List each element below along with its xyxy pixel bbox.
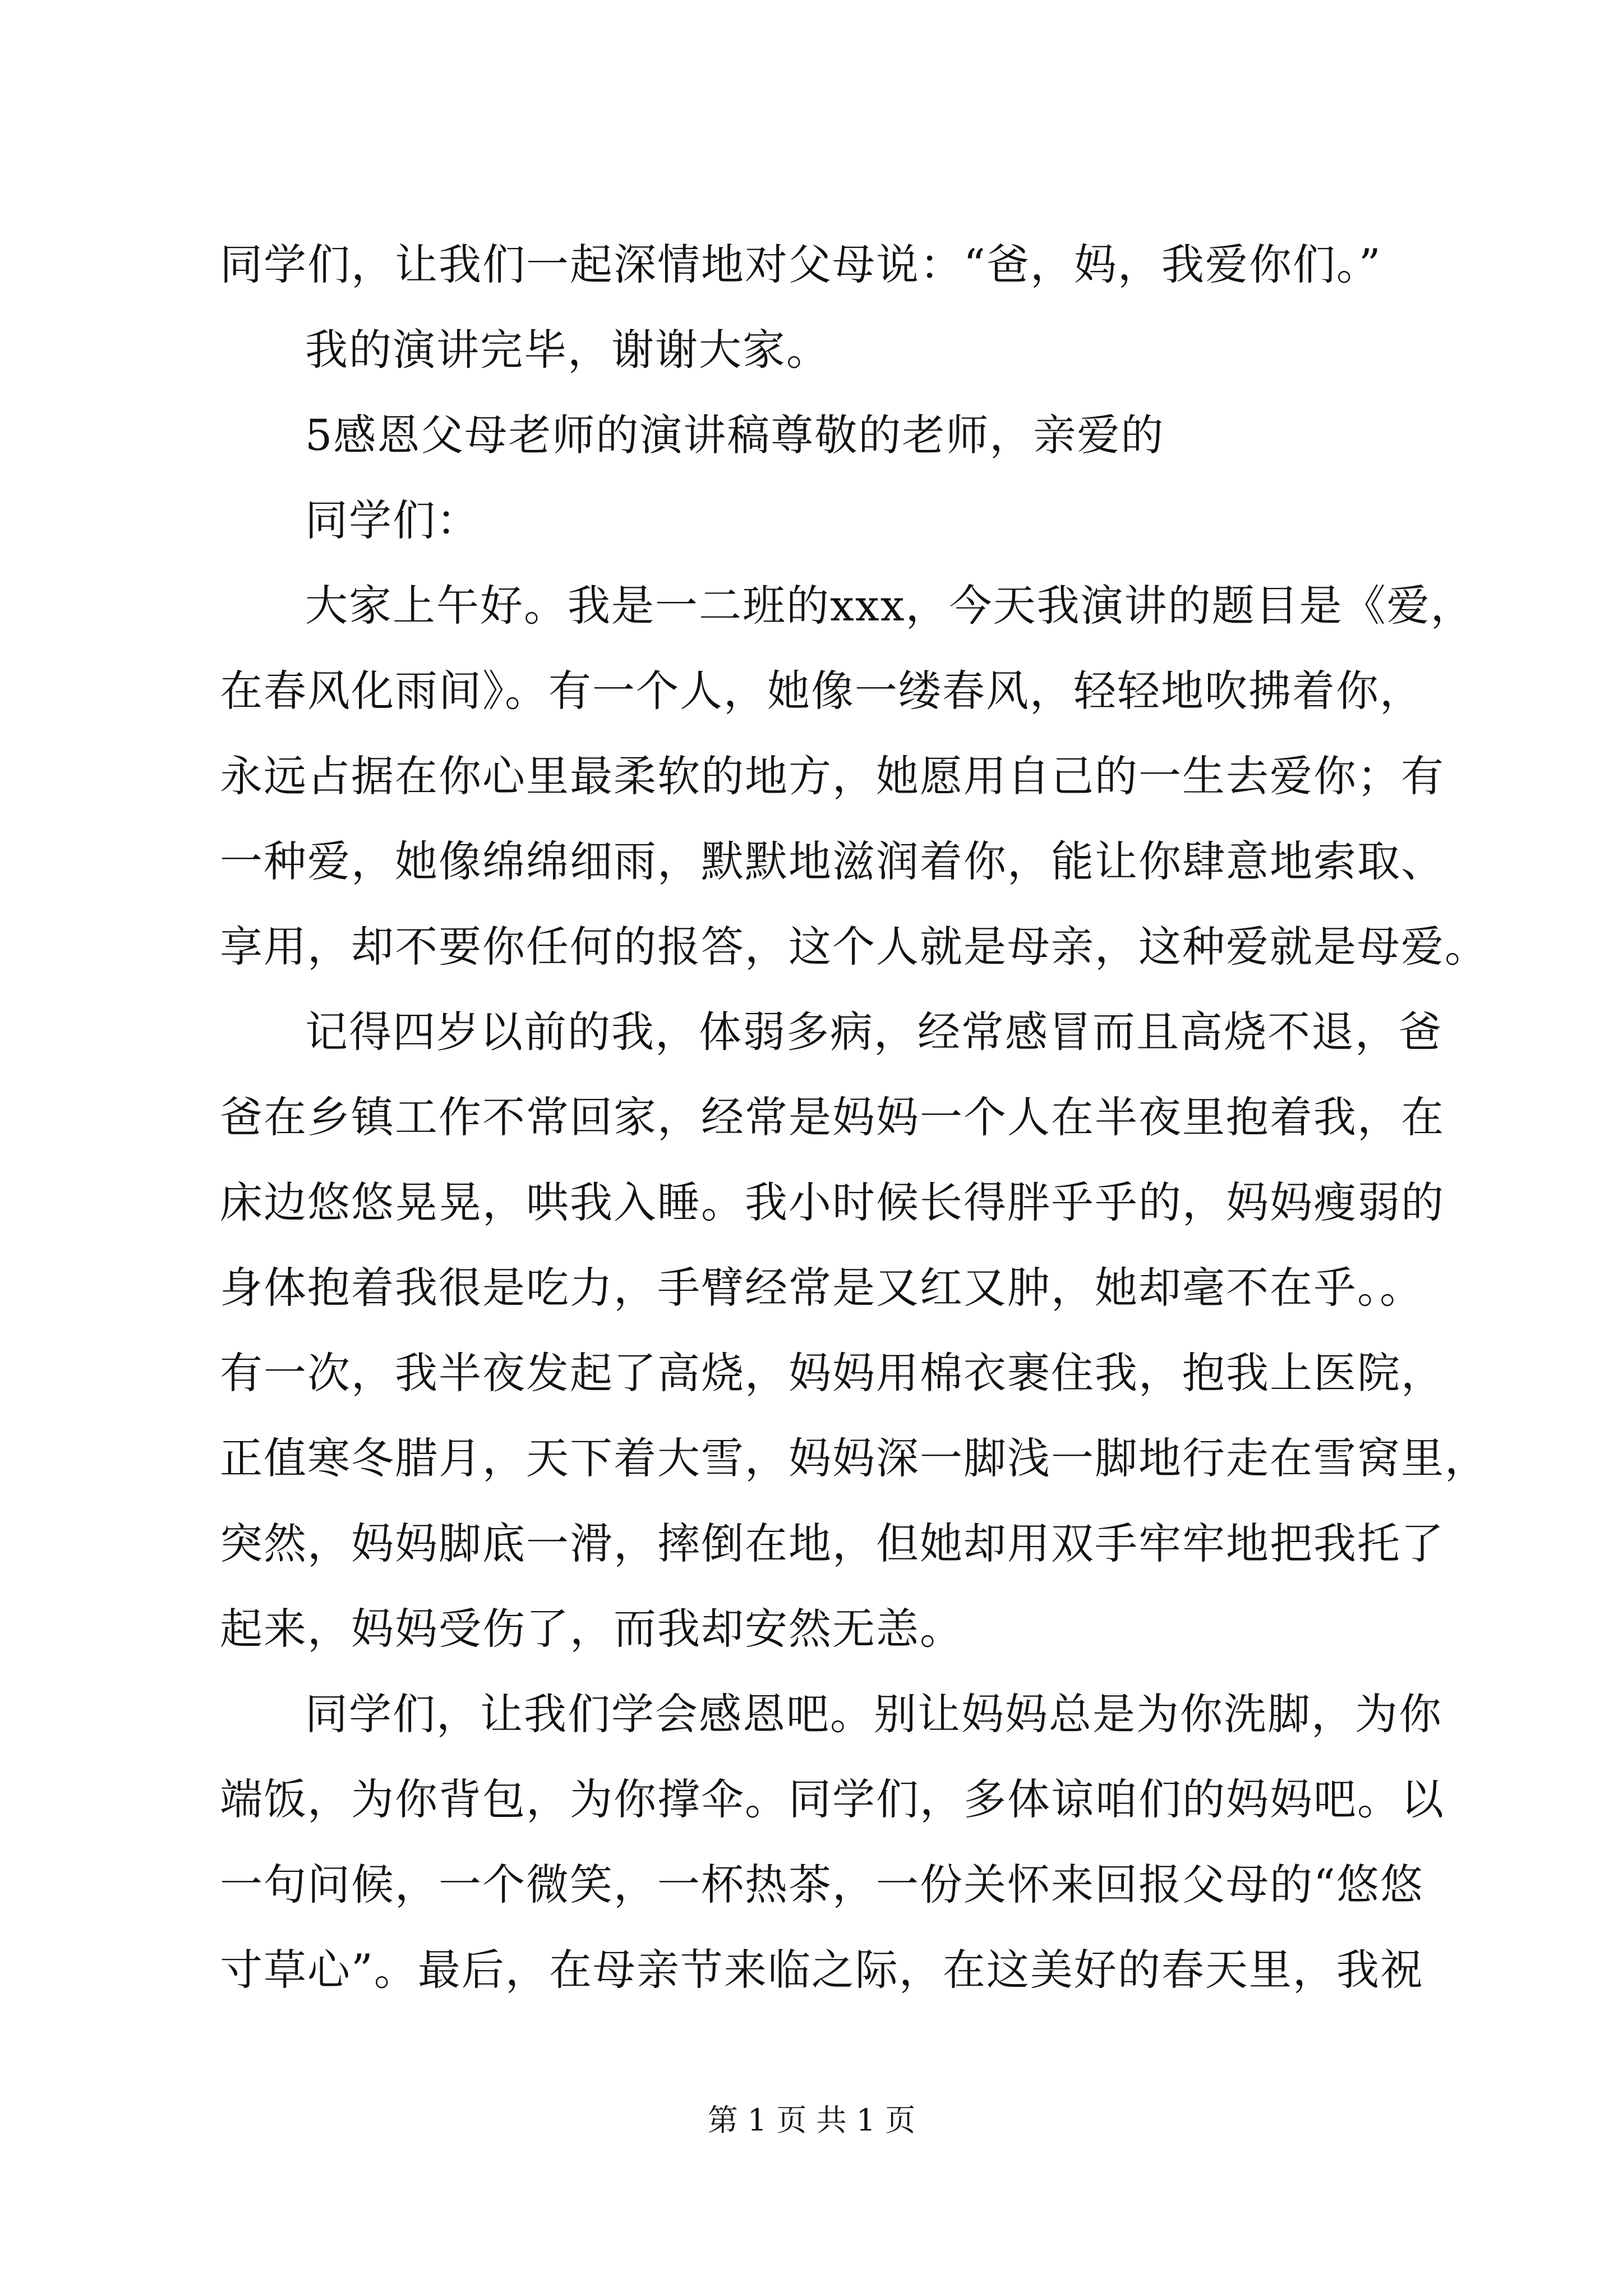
text-line: 在春风化雨间》。有一个人，她像一缕春风，轻轻地吹拂着你， <box>220 666 1423 716</box>
text-line: 我的演讲完毕，谢谢大家。 <box>305 325 830 375</box>
text-line: 同学们，让我们学会感恩吧。别让妈妈总是为你洗脚，为你 <box>305 1689 1442 1739</box>
page-footer: 第 1 页 共 1 页 <box>707 2102 916 2138</box>
text-line: 同学们： <box>305 495 480 545</box>
text-line: 记得四岁以前的我，体弱多病，经常感冒而且高烧不退，爸 <box>305 1007 1442 1057</box>
text-line: 端饭，为你背包，为你撑伞。同学们，多体谅咱们的妈妈吧。以 <box>220 1774 1445 1824</box>
text-line: 一句问候，一个微笑，一杯热茶，一份关怀来回报父母的“悠悠 <box>220 1860 1424 1910</box>
text-line: 身体抱着我很是吃力，手臂经常是又红又肿，她却毫不在乎。。 <box>220 1263 1423 1313</box>
document-body <box>220 222 1488 2013</box>
text-line: 起来，妈妈受伤了，而我却安然无恙。 <box>220 1604 963 1654</box>
text-line: 正值寒冬腊月，天下着大雪，妈妈深一脚浅一脚地行走在雪窝里， <box>220 1433 1488 1483</box>
text-line: 床边悠悠晃晃，哄我入睡。我小时候长得胖乎乎的，妈妈瘦弱的 <box>220 1177 1445 1227</box>
text-line: 同学们，让我们一起深情地对父母说：“爸，妈，我爱你们。” <box>220 240 1382 289</box>
text-line: 大家上午好。我是一二班的xxx，今天我演讲的题目是《爱， <box>305 581 1474 631</box>
text-line: 永远占据在你心里最柔软的地方，她愿用自己的一生去爱你；有 <box>220 751 1445 801</box>
text-line: 爸在乡镇工作不常回家，经常是妈妈一个人在半夜里抱着我，在 <box>220 1092 1445 1142</box>
text-line: 享用，却不要你任何的报答，这个人就是母亲，这种爱就是母爱。 <box>220 922 1488 972</box>
section-heading: 5感恩父母老师的演讲稿尊敬的老师，亲爱的 <box>305 410 1165 460</box>
text-line: 寸草心”。最后，在母亲节来临之际，在这美好的春天里，我祝 <box>220 1945 1424 1995</box>
text-line: 一种爱，她像绵绵细雨，默默地滋润着你，能让你肆意地索取、 <box>220 836 1445 886</box>
text-line: 突然，妈妈脚底一滑，摔倒在地，但她却用双手牢牢地把我托了 <box>220 1519 1445 1568</box>
text-line: 有一次，我半夜发起了高烧，妈妈用棉衣裹住我，抱我上医院， <box>220 1348 1445 1398</box>
